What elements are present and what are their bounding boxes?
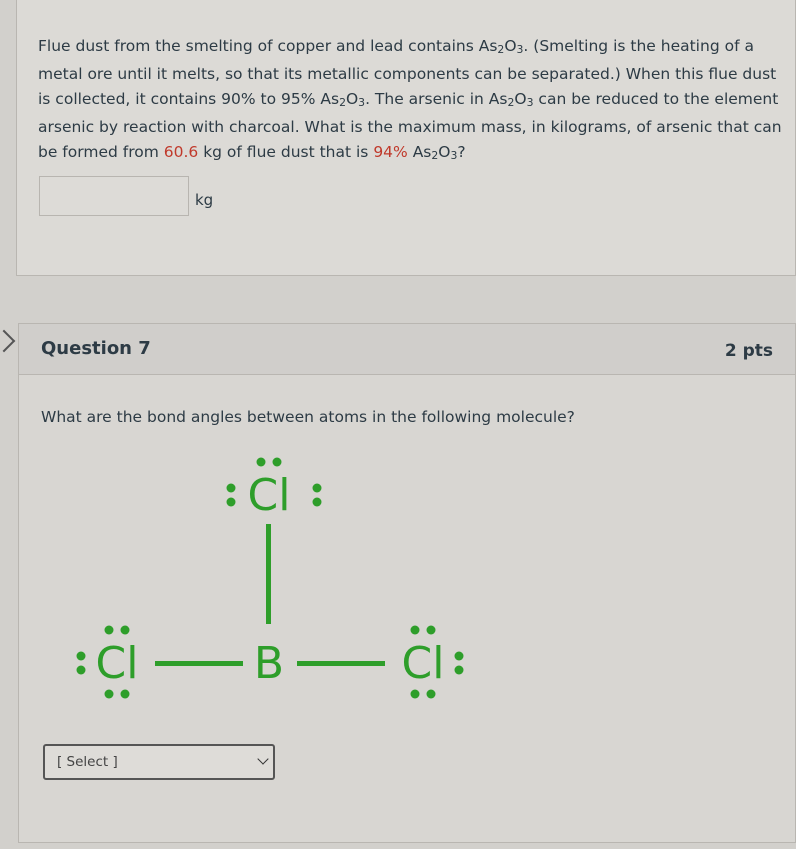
q6-text-segment: O [514, 90, 527, 108]
lone-pair-dot [411, 626, 420, 635]
subscript: 2 [507, 96, 515, 109]
q6-text-segment: Flue dust from the smelting of copper and lead contains As [38, 37, 498, 55]
central-b-atom: B [253, 638, 285, 689]
question-title: Question 7 [41, 338, 151, 359]
lone-pair-dot [227, 484, 236, 493]
subscript: 2 [339, 96, 346, 109]
select-label: [ Select ] [57, 754, 118, 770]
question-6-panel [16, 0, 796, 276]
q6-text-segment: kg of flue dust that is [198, 143, 374, 161]
lewis-structure [59, 444, 519, 724]
highlight-percent: 94% [373, 143, 408, 161]
subscript: 3 [450, 149, 458, 162]
lone-pair-dot [313, 484, 322, 493]
lone-pair-dot [77, 666, 86, 675]
lone-pair-dot [455, 666, 464, 675]
q6-text-segment: ? [457, 143, 466, 161]
lone-pair-dot [427, 690, 436, 699]
top-cl-atom: Cl [247, 470, 291, 521]
lone-pair-dot [273, 458, 282, 467]
lone-pair-dot [411, 690, 420, 699]
subscript: 3 [526, 96, 534, 109]
lone-pair-dot [77, 652, 86, 661]
q6-text-segment: can be reduced to the element arsenic by reaction with charcoal. What is the maximum mass, in kilograms, of arsenic that can be formed from [38, 90, 782, 161]
q6-text-segment: O [438, 143, 451, 161]
question-points: 2 pts [724, 341, 773, 361]
subscript: 2 [431, 149, 439, 162]
bond-right [297, 661, 385, 666]
left-cl-atom: Cl [95, 638, 139, 689]
question-7-header [19, 324, 795, 375]
subscript: 3 [516, 43, 524, 56]
q6-text-segment: . The arsenic in As [365, 90, 508, 108]
q6-text-segment: O [345, 90, 359, 108]
lone-pair-dot [121, 690, 130, 699]
right-cl-atom: Cl [401, 638, 445, 689]
lone-pair-dot [227, 498, 236, 507]
answer-input[interactable] [39, 176, 189, 216]
lone-pair-dot [427, 626, 436, 635]
lone-pair-dot [313, 498, 322, 507]
lone-pair-dot [257, 458, 266, 467]
bond-vertical [266, 524, 271, 624]
highlight-mass: 60.6 [163, 143, 199, 161]
q6-text-segment: . (Smelting is the heating of a metal ore until it melts, so that its metallic components can be separated.) When this flue dust is collected, it contains 90% to 95% As [38, 37, 777, 108]
lone-pair-dot [105, 690, 114, 699]
question-6-text [38, 34, 783, 168]
chevron-down-icon [257, 753, 268, 764]
bond-left [155, 661, 243, 666]
q6-text-segment: O [504, 37, 517, 55]
subscript: 3 [358, 96, 366, 109]
lone-pair-dot [105, 626, 114, 635]
question-prompt: What are the bond angles between atoms in the following molecule? [41, 408, 575, 426]
q6-text-segment: As [407, 143, 432, 161]
unit-label: kg [195, 191, 214, 209]
chevron-right-icon[interactable] [0, 330, 15, 353]
question-7-panel [18, 323, 796, 843]
lone-pair-dot [121, 626, 130, 635]
lone-pair-dot [455, 652, 464, 661]
subscript: 2 [497, 43, 505, 56]
answer-select[interactable] [43, 744, 275, 780]
